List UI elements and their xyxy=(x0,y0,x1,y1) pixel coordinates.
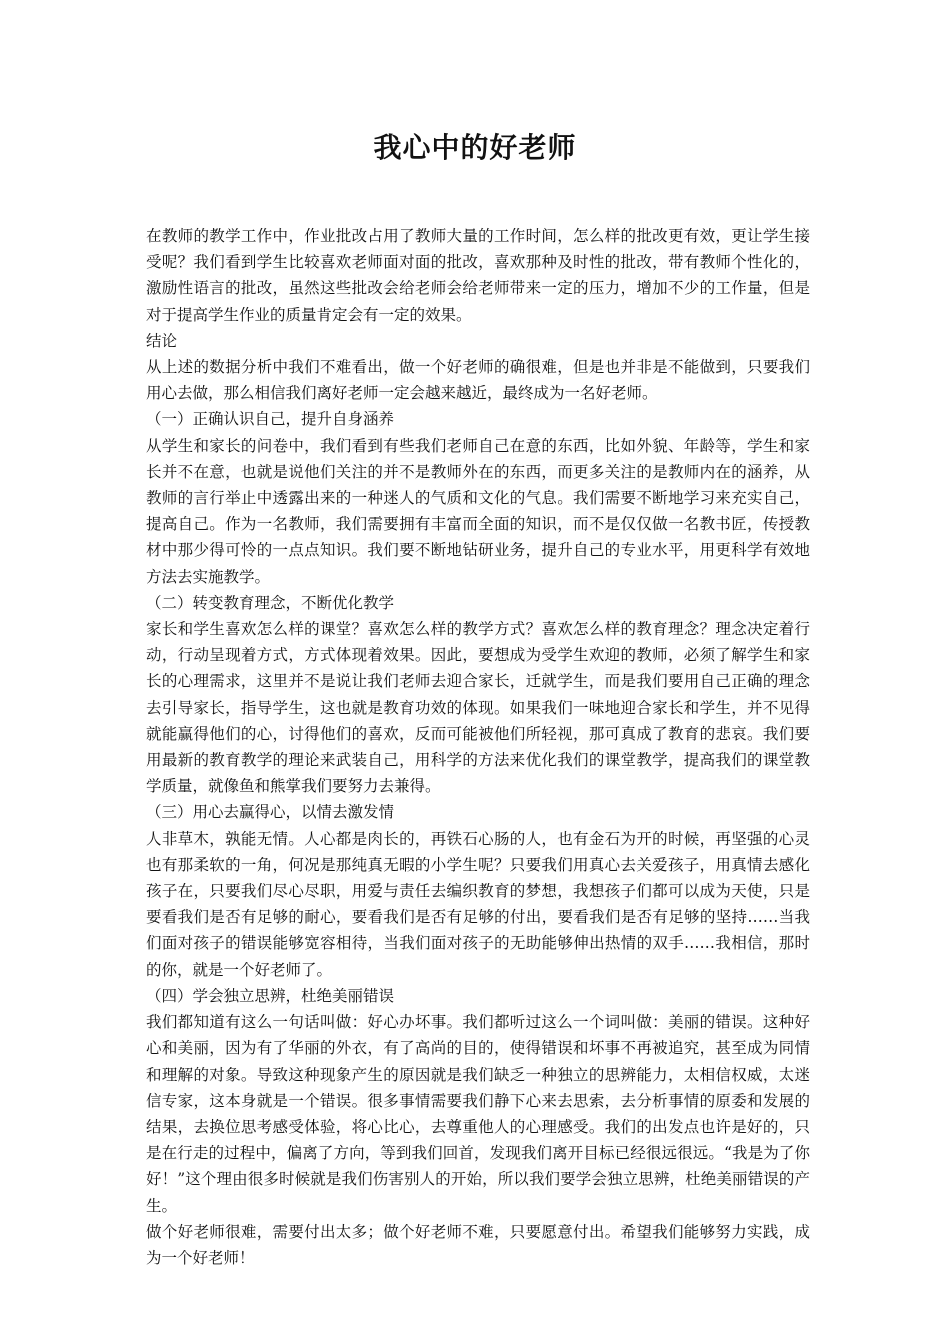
closing-paragraph: 做个好老师很难，需要付出太多；做个好老师不难，只要愿意付出。希望我们能够努力实践，成为一个好老师！ xyxy=(146,1222,810,1267)
paragraph: 人非草木，孰能无情。人心都是肉长的，再铁石心肠的人，也有金石为开的时候，再坚强的心灵也有那柔软的一角，何况是那纯真无暇的小学生呢？只要我们用真心去关爱孩子，用真情去感化孩子在，只要我们尽心尽职，用爱与责任去编织教育的梦想，我想孩子们都可以成为天使，只是要看我们是否有足够的耐心，要看我们是否有足够的付出，要看我们是否有足够的坚持……当我们面对孩子的错误能够宽容相待，当我们面对孩子的无助能够伸出热情的双手……我相信，那时的你，就是一个好老师了。 xyxy=(146,829,810,979)
paragraph: 从上述的数据分析中我们不难看出，做一个好老师的确很难，但是也并非是不能做到，只要我们用心去做，那么相信我们离好老师一定会越来越近，最终成为一名好老师。 xyxy=(146,358,810,403)
paragraph: 家长和学生喜欢怎么样的课堂？喜欢怎么样的教学方式？喜欢怎么样的教育理念？理念决定着行动，行动呈现着方式，方式体现着效果。因此，要想成为受学生欢迎的教师，必须了解学生和家长的心理需求，这里并不是说让我们老师去迎合家长，迁就学生，而是我们要用自己正确的理念去引导家长，指导学生，这也就是教育功效的体现。如果我们一味地迎合家长和学生，并不见得就能赢得他们的心，讨得他们的喜欢，反而可能被他们所轻视，那可真成了教育的悲哀。我们要用最新的教育教学的理论来武装自己，用科学的方法来优化我们的课堂教学，提高我们的课堂教学质量，就像鱼和熊掌我们要努力去兼得。 xyxy=(146,620,810,796)
section-heading-2: （二）转变教育理念，不断优化教学 xyxy=(146,593,395,612)
section-heading-3: （三）用心去赢得心，以情去激发情 xyxy=(146,803,395,822)
paragraph: 我们都知道有这么一句话叫做：好心办坏事。我们都听过这么一个词叫做：美丽的错误。这种好心和美丽，因为有了华丽的外衣，有了高尚的目的，使得错误和坏事不再被追究，甚至成为同情和理解的对象。导致这种现象产生的原因就是我们缺乏一种独立的思辨能力，太相信权威，太迷信专家，这本身就是一个错误。很多事情需要我们静下心来去思索，去分析事情的原委和发展的结果，去换位思考感受体验，将心比心，去尊重他人的心理感受。我们的出发点也许是好的，只是在行走的过程中，偏离了方向，等到我们回首，发现我们离开目标已经很远很远。“我是为了你好！”这个理由很多时候就是我们伤害别人的开始，所以我们要学会独立思辨，杜绝美丽错误的产生。 xyxy=(146,1013,810,1215)
paragraph: 在教师的教学工作中，作业批改占用了教师大量的工作时间，怎么样的批改更有效，更让学生接受呢？我们看到学生比较喜欢老师面对面的批改，喜欢那种及时性的批改，带有教师个性化的，激励性语言的批改，虽然这些批改会给老师会给老师带来一定的压力，增加不少的工作量，但是对于提高学生作业的质量肯定会有一定的效果。 xyxy=(146,227,810,324)
section-heading-conclusion: 结论 xyxy=(146,331,178,350)
document-body xyxy=(146,223,810,1271)
paragraph: 从学生和家长的问卷中，我们看到有些我们老师自己在意的东西，比如外貌、年龄等，学生和家长并不在意，也就是说他们关注的并不是教师外在的东西，而更多关注的是教师内在的涵养，从教师的言行举止中透露出来的一种迷人的气质和文化的气息。我们需要不断地学习来充实自己，提高自己。作为一名教师，我们需要拥有丰富而全面的知识，而不是仅仅做一名教书匠，传授教材中那少得可怜的一点点知识。我们要不断地钻研业务，提升自己的专业水平，用更科学有效地方法去实施教学。 xyxy=(146,436,810,586)
section-heading-4: （四）学会独立思辨，杜绝美丽错误 xyxy=(146,986,395,1005)
document-title: 我心中的好老师 xyxy=(373,131,577,164)
section-heading-1: （一）正确认识自己，提升自身涵养 xyxy=(146,410,395,429)
